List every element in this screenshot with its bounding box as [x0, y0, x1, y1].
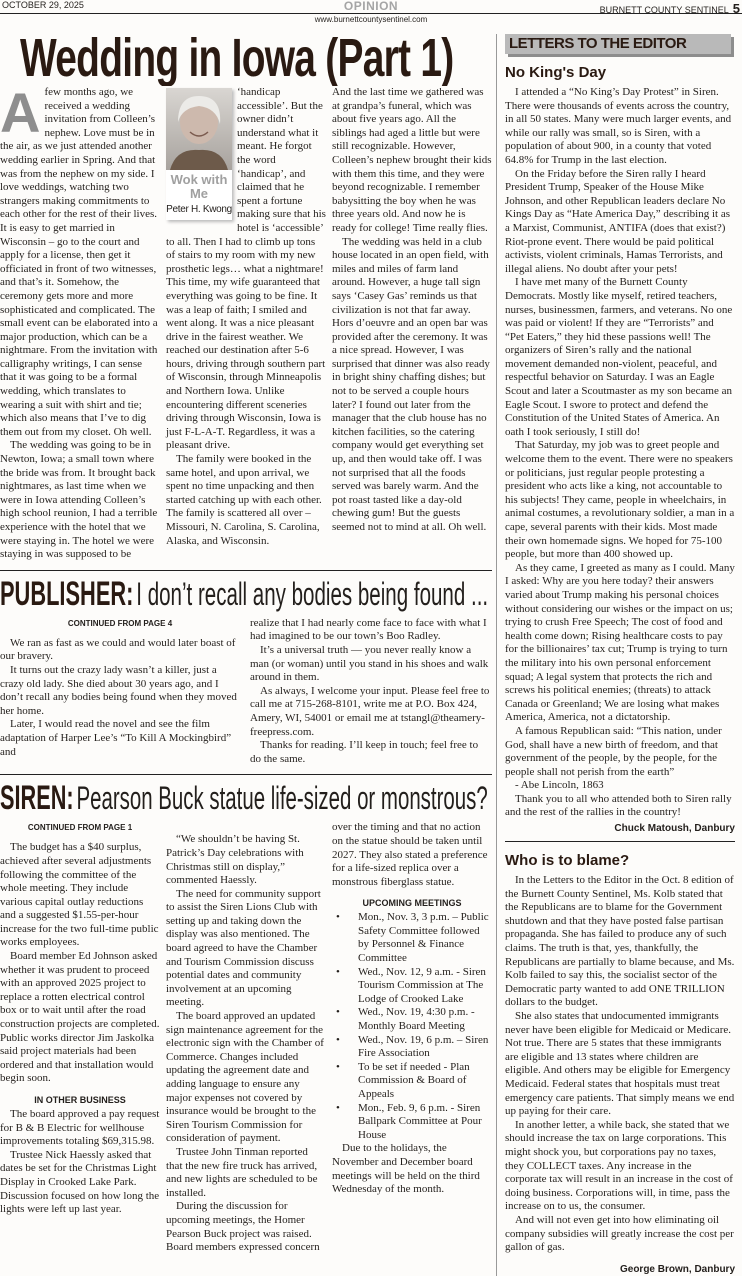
paragraph: I attended a “No King’s Day Protest” in Siren. There were thousands of events across the country, in all 50 states. Many were much larger events, and while our rally was small, so is Siren, with a population of about 900, in a county that voted 64.8% for Trump in the last election. [505, 86, 732, 166]
paragraph: few months ago, we received a wedding invitation from Colleen’s nephew. Love must be in the air, as we just attended another wedding earlier in Spring. And that was from the nephew on my side. I love weddings, watching two strangers making commitments to each other for the rest of their lives. It is easy to get married in Wisconsin – go to the court and apply for a license, then get it officiated in front of two witnesses, and that’s it. Somehow, the ceremony gets more and more sophisticated and complicated. The small event can be elaborated into a major production, which can be a nightmare. From the invitation with calligraphy writings, I can sense that it was going to be a formal wedding, which translates to wearing a suit with shirt and tie; which also means that I’ve to dig them out from my closet. Oh well. [0, 86, 158, 438]
columnist-name: Peter H. Kwong [166, 204, 232, 215]
paper-info [540, 0, 740, 18]
paragraph: ‘handicap accessible’. But the owner didn’t understand what it meant. He forgot the word ‘handicap’, and claimed that he spent a fortune making sure that his hotel is ‘accessible’ to all. Then I had to climb up tons of stairs to my room with my new prosthetic legs… what a nightmare! This time, my wife guaranteed that everything was going to be fine. It was a leap of faith; I smiled and went along. It was a nice pleasant drive in the fairest weather. We reached our destination after 5-6 hours, driving through southern part of Wisconsin, through Minneapolis and Northern Iowa. Unlike encountering different sceneries driving through Wisconsin, Iowa is just F-L-A-T. Regardless, it was a pleasant drive. [166, 86, 326, 452]
paragraph: On the Friday before the Siren rally I heard President Trump, Speaker of the House Mike Johnson, and other Republican leaders declare No Kings Day as “Hate America Day,” describing it as a Marxist, Communist, ANTIFA (does that exist?) Riot-prone event. There would be paid political activists, violent criminals, Hamas Terrorists, and illegal aliens. No doubt after your pets! [505, 167, 731, 275]
paragraph-list [332, 86, 492, 535]
paragraph: In another letter, a while back, she stated that we should increase the tax on large corporations. This might shock you, but corporations pay no taxes, they COLLECT taxes. Any increase in the corporate tax will result in an increase in the cost of doing business. Corporations will, in time, pass the increase on to us, the consumer. [505, 1118, 733, 1213]
letter-rule [505, 841, 735, 842]
column-divider [496, 34, 497, 1276]
section-rule [0, 774, 492, 775]
continued-kicker: CONTINUED FROM PAGE 1 [27, 823, 133, 833]
paragraph: “We shouldn’t be having St. Patrick’s Day celebrations with Christmas still on display,” commented Haessly. [166, 833, 304, 887]
letters-section-title: LETTERS TO THE EDITOR [509, 35, 687, 52]
meeting-item: • Mon., Feb. 9, 6 p.m. - Siren Ballpark Committee at Pour House [358, 1102, 492, 1143]
columnist-mugshot [166, 88, 232, 220]
paragraph-list [505, 86, 735, 820]
letter-who-is-to-blame [505, 852, 735, 1276]
website-url[interactable]: www.burnettcountysentinel.com [314, 15, 428, 24]
paper-name: BURNETT COUNTY SENTINEL [599, 5, 729, 15]
paragraph: The budget has a $40 surplus, achieved after several adjustments following the committee of the whole meeting. They include various capital outlay reductions and a suggested $1.55-per-hour increase for the two full-time public works employees. [0, 841, 159, 949]
left-stories [0, 26, 492, 1255]
paragraph: As they came, I greeted as many as I could. Many I asked: Why are you here today? their answers varied about Trump making his personal choices without considering our wishes or the impact on us; trying to crush Free Speech; The cost of food and health come down; Rising healthcare costs to pay for the billionaires’ tax cut; Trump is trying to turn the military into his own personal enforcement squad; A legal system that protects the rich and screws his political enemies; (threats) to attack Canada or Greenland; We are losing what makes America, America, not a dictatorship. [505, 561, 735, 724]
meeting-item: • Wed., Nov. 19, 6 p.m. – Siren Fire Association [358, 1034, 492, 1061]
issue-date: OCTOBER 29, 2025 [2, 0, 84, 10]
paragraph: Board member Ed Johnson asked whether it was prudent to proceed with an approved 2025 project to replace a rotten electrical control box or to wait until after the road construction projects are completed. Public works director Jim Jaskolka said project materials had been ordered and that installation would begin soon. [0, 950, 160, 1085]
wedding-headline [0, 30, 492, 86]
wedding-column-2 [166, 86, 326, 548]
paragraph: Trustee Nick Haessly asked that dates be set for the Christmas Light Display in Crooked Lake Park. Discussion focused on how long the lights were left up last year. [0, 1148, 160, 1216]
paragraph: In the Letters to the Editor in the Oct. 8 edition of the Burnett County Sentinel, Ms. Kolb stated that the Republicans are to blame for the Government shutdown and that they have posted false partisan propaganda. She has failed to produce any of such claims. The truth is that, yes, thankfully, the Republicans are partially to blame because, and Ms. Kolb failed to say this, the socialist sector of the Democratic party wanted to add ONE TRILLION dollars to the budget. [505, 874, 735, 1009]
paragraph: A famous Republican said: “This nation, under God, shall have a new birth of freedom, and that government of the people, by the people, for the people shall not perish from the earth” [505, 724, 722, 778]
drop-cap: A [0, 81, 41, 144]
letter-signature: George Brown, Danbury [619, 1263, 735, 1275]
wedding-article [0, 81, 492, 562]
paragraph: realize that I had nearly come face to face with what I had imagined to be our town’s Boo Radley. [250, 616, 487, 643]
paragraph: We ran as fast as we could and would later boast of our bravery. [0, 636, 236, 663]
headline-label: SIREN: [0, 779, 74, 818]
paragraph: It turns out the crazy lady wasn’t a killer, just a crazy old lady. She died about 30 years ago, and I don’t recall any bodies being found when they moved her home. [0, 663, 237, 717]
meeting-item: • Wed., Nov. 19, 4:30 p.m. - Monthly Board Meeting [358, 1006, 492, 1033]
paragraph-list [166, 833, 326, 1254]
paragraph: The need for community support to assist the Siren Lions Club with setting up and taking down the display was also mentioned. The board agreed to have the Chamber and Tourism Commission discuss potential dates and community involvement at an upcoming meeting. [166, 887, 321, 1009]
publisher-headline [0, 575, 492, 613]
paragraph: The board approved a pay request for B & B Electric for wellhouse improvements totaling $69,315.98. [0, 1108, 160, 1148]
paragraph-list [0, 81, 160, 562]
siren-article [0, 821, 492, 1254]
letter-signature: Chuck Matoush, Danbury [614, 823, 735, 835]
paragraph: The board approved an updated sign maintenance agreement for the electronic sign with the Chamber of Commerce. Changes included updating the agreement date and adding language to ensure any major expenses not covered by insurance would be brought to the Siren Tourism Commission for consideration of payment. [166, 1010, 324, 1145]
headline-text: I don’t recall any bodies being found ... [136, 575, 489, 612]
paragraph: The wedding was held in a club house located in an open field, with miles and miles of farm land around. However, a huge tall sign says ‘Casey Gas’ reminds us that civilization is not that far away. Hors d’oeuvre and an open bar was provided after the ceremony. It was a nice spread. However, I was surprised that dinner was also ready in bright shiny chaffing dishes; but not to be served a couple hours later? I found out later from the manager that the club house has no kitchen facilities, so the catering company would get everything set up, and then would take off. I was not surprised that all the foods served was barely warm. And the pot roast tasted like a day-old chewing gum! But the guests seemed not to mind at all. Oh well. [332, 235, 490, 533]
column-label: Wok with Me [170, 172, 228, 201]
meeting-item: • Mon., Nov. 3, 3 p.m. – Public Safety Committee followed by Personnel & Finance Committee [358, 911, 492, 965]
siren-column-2 [166, 821, 326, 1254]
letters-column [505, 26, 735, 1276]
continued-kicker: CONTINUED FROM PAGE 4 [67, 618, 173, 628]
paragraph: The family were booked in the same hotel, and upon arrival, we spent no time unpacking and then started catching up with each other. The family is scattered all over – Missouri, N. Carolina, S. Carolina, Alaska, and Wisconsin. [166, 453, 322, 547]
paragraph: I have met many of the Burnett County Democrats. Mostly like myself, retired teachers, nurses, businessmen, farmers, and veterans. No one was paid or violent! If they are “Terrorists” and “Pet Eaters,” they hid these passions well! The organizers of Siren’s rally and the national movement demanded non-violent, peaceful, and respectful behavior on Saturday. I was an Eagle Scout and later a Scoutmaster as my son became an Eagle Scout. I swore to protect and defend the Constitution of the United States of America. An oath I took seriously, I still do! [505, 276, 733, 438]
paragraph-list [0, 1108, 160, 1217]
paragraph-list [0, 637, 240, 759]
paragraph: Thank you to all who attended both to Siren rally and the rest of the rallies in the country! [505, 792, 732, 819]
siren-column-3 [332, 821, 492, 1196]
portrait-image [166, 88, 232, 170]
paragraph: The wedding was going to be in Newton, Iowa; a small town where the bride was from. It brought back nightmares, as last time when we were in Iowa attending Colleen’s high school reunion, I had a terrible experience with the hotel that we were staying in. The hotel we were staying in was supposed to be [0, 439, 158, 561]
publisher-article [0, 617, 492, 767]
paragraph: That Saturday, my job was to greet people and welcome them to the event. There were no speakers or politicians, just regular people protesting a president who acts like a king, not accountable to his subjects! They came, people in wheelchairs, in animal costumes, a revolutionary soldier, a man in a cape, several parents with their kids. Most made their own homemade signs. We hoped for 75-100 people, but more than 400 showed up. [505, 439, 735, 561]
headline-text: Wedding in Iowa (Part 1) [20, 30, 454, 86]
letter-no-kings-day [505, 64, 735, 835]
paragraph-list [250, 617, 490, 767]
letter-title: No King's Day [505, 64, 607, 81]
subhead-other-business: IN OTHER BUSINESS [34, 1095, 126, 1105]
paragraph-list [332, 821, 492, 889]
paragraph-list [505, 874, 735, 1255]
page-number: 5 [732, 1, 740, 16]
paragraph: It’s a universal truth — you never really know a man (or woman) until you stand in his shoes and walk around in them. [250, 643, 489, 684]
subhead-upcoming-meetings: UPCOMING MEETINGS [362, 898, 462, 909]
publisher-column-2 [250, 617, 490, 767]
headline-text: Pearson Buck statue life-sized or monstrous? [76, 780, 488, 817]
paragraph: - Abe Lincoln, 1863 [515, 779, 604, 792]
publisher-column-1 [0, 617, 240, 759]
columnist-photo [166, 88, 232, 170]
page-body [0, 26, 742, 1276]
wedding-column-1 [0, 81, 160, 562]
wedding-column-3 [332, 86, 492, 535]
paragraph: She also states that undocumented immigrants never have been eligible for Medicaid or Medicare. Not true. There are 5 states that these immigrants are eligible and 13 states where children are eligible. And others may be eligible for Emergency Medicaid. Federal states that hospitals must treat emergency care patients. That simply means we end up paying for their care. [505, 1010, 735, 1118]
siren-headline [0, 779, 492, 817]
paragraph: During the discussion for upcoming meetings, the Homer Pearson Buck project was raised. Board members expressed concern [166, 1200, 320, 1254]
paragraph: Thanks for reading. I’ll keep in touch; feel free to do the same. [250, 739, 479, 765]
meetings-list [332, 911, 492, 1142]
meeting-item: • To be set if needed - Plan Commission & Board of Appeals [358, 1061, 492, 1102]
paragraph: And the last time we gathered was at grandpa’s funeral, which was about five years ago. All the siblings had aged a little but were still recognizable. However, Colleen’s nephew brought their kids with them this time, and they were beyond recognizable. I remember babysitting the boy when he was three years old. And now he is ready for college! Time really flies. [332, 86, 492, 234]
paragraph-list [0, 841, 160, 1086]
paragraph: As always, I welcome your input. Please feel free to call me at 715-268-8101, write me at P.O. Box 424, Amery, WI, 54001 or email me at tstangl@theamery-freepress.com. [250, 684, 490, 738]
letters-section-header [505, 34, 731, 54]
meeting-item: • Wed., Nov. 12, 9 a.m. - Siren Tourism Commission at The Lodge of Crooked Lake [358, 966, 492, 1007]
paragraph: And will not even get into how eliminating oil company subsidies will greatly increase the cost per gallon of gas. [505, 1213, 734, 1254]
paragraph: Later, I would read the novel and see the film adaptation of Harper Lee’s “To Kill A Mockingbird” and [0, 718, 232, 758]
page-header [0, 0, 742, 14]
paragraph: Trustee John Tinman reported that the new fire truck has arrived, and new lights are scheduled to be installed. [166, 1145, 318, 1199]
siren-column-1 [0, 821, 160, 1216]
section-name: OPINION [343, 0, 399, 13]
paragraph: Due to the holidays, the November and December board meetings will be held on the third Wednesday of the month. [332, 1142, 480, 1196]
letter-title: Who is to blame? [505, 852, 630, 870]
headline-label: PUBLISHER: [0, 574, 134, 613]
paragraph: over the timing and that no action on the statue should be taken until 2027. They also stated a preference for a life-sized replica over a monstrous fiberglass statue. [332, 821, 488, 888]
paragraph-list [332, 1142, 492, 1196]
section-rule [0, 570, 492, 571]
